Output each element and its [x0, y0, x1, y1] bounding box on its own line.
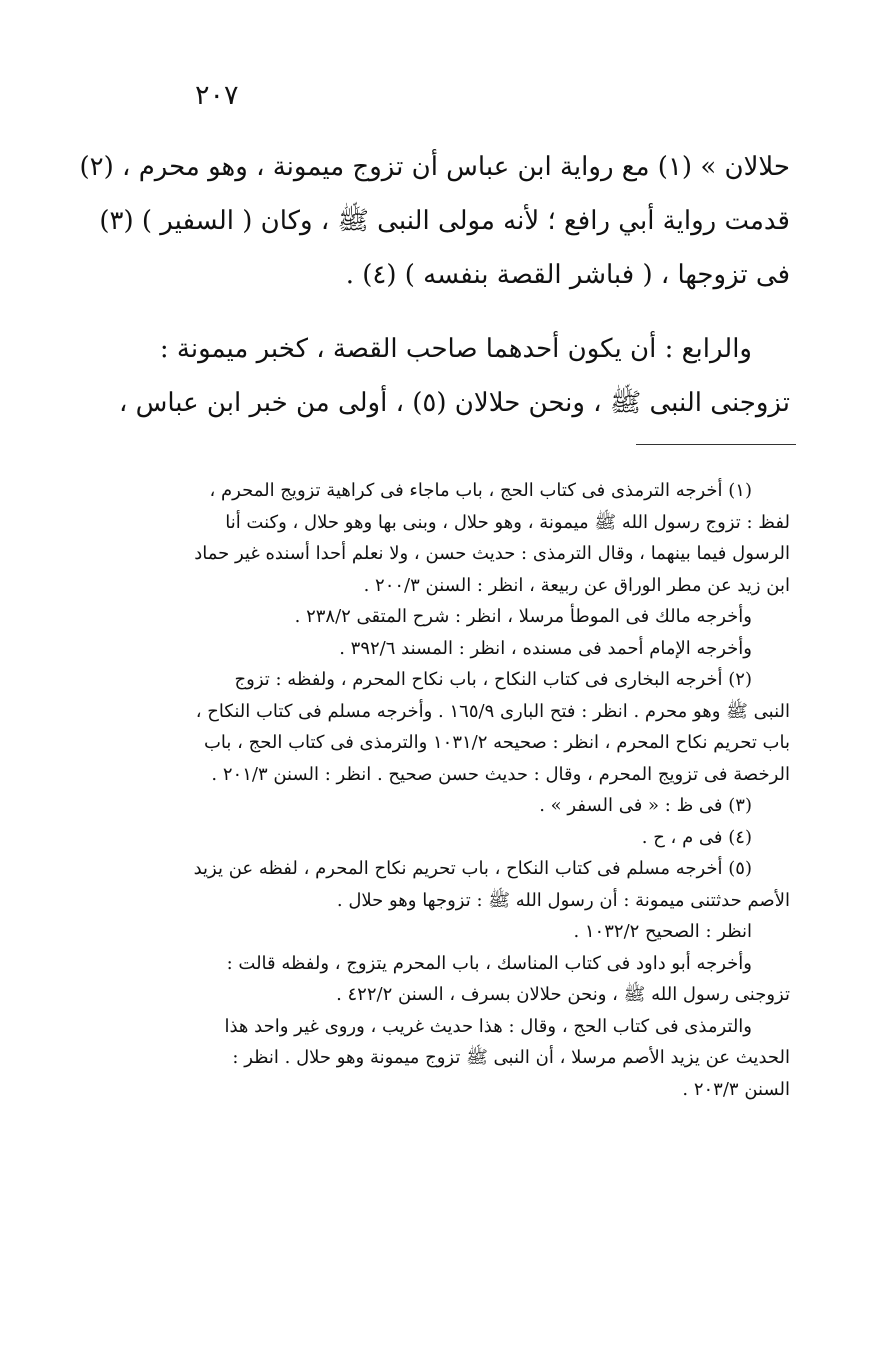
footnote-line: السنن ٢٠٣/٣ . — [682, 1078, 790, 1100]
footnote-line: وأخرجه مالك فى الموطأ مرسلا ، انظر : شرح المتقى ٢٣٨/٢ . — [294, 606, 752, 627]
main-text-line: فى تزوجها ، ( فباشر القصة بنفسه ) (٤) . — [345, 260, 790, 290]
footnote-line: الرسول فيما بينهما ، وقال الترمذى : حديث حسن ، ولا نعلم أحدا أسنده غير حماد — [194, 543, 790, 564]
footnote-line: والترمذى فى كتاب الحج ، وقال : هذا حديث غريب ، وروى غير واحد هذا — [224, 1015, 752, 1037]
footnote-line: ابن زيد عن مطر الوراق عن ربيعة ، انظر : السنن ٢٠٠/٣ . — [363, 574, 790, 596]
footnote-line: باب تحريم نكاح المحرم ، انظر : صحيحه ١٠٣١/٢ والترمذى فى كتاب الحج ، باب — [203, 732, 790, 753]
main-text-line: حلالان » (١) مع رواية ابن عباس أن تزوج ميمونة ، وهو محرم ، (٢) — [79, 152, 790, 182]
main-text-line: قدمت رواية أبي رافع ؛ لأنه مولى النبى ﷺ ، وكان ( السفير ) (٣) — [99, 206, 790, 236]
footnote-line: وأخرجه أبو داود فى كتاب المناسك ، باب المحرم يتزوج ، ولفظه قالت : — [226, 952, 752, 974]
main-text-line: تزوجنى النبى ﷺ ، ونحن حلالان (٥) ، أولى من خبر ابن عباس ، — [118, 388, 790, 418]
footnote-line: (٢) أخرجه البخارى فى كتاب النكاح ، باب نكاح المحرم ، ولفظه : تزوج — [234, 669, 752, 690]
footnote-line: الرخصة فى تزويج المحرم ، وقال : حديث حسن صحيح . انظر : السنن ٢٠١/٣ . — [211, 763, 790, 785]
footnote-line: (٣) فى ظ : « فى السفر » . — [539, 795, 752, 816]
footnote-line: النبى ﷺ وهو محرم . انظر : فتح البارى ١٦٥/٩ . وأخرجه مسلم فى كتاب النكاح ، — [195, 700, 790, 722]
footnote-line: (٤) فى م ، ح . — [641, 826, 752, 848]
footnote-line: (١) أخرجه الترمذى فى كتاب الحج ، باب ماجاء فى كراهية تزويج المحرم ، — [209, 480, 752, 501]
footnote-line: الأصم حدثتنى ميمونة : أن رسول الله ﷺ : تزوجها وهو حلال . — [336, 889, 790, 911]
footnote-line: وأخرجه الإمام أحمد فى مسنده ، انظر : المسند ٣٩٢/٦ . — [339, 637, 752, 659]
footnote-line: لفظ : تزوج رسول الله ﷺ ميمونة ، وهو حلال ، وبنى بها وهو حلال ، وكنت أنا — [225, 511, 790, 533]
footnote-line: تزوجنى رسول الله ﷺ ، ونحن حلالان بسرف ، السنن ٤٢٢/٢ . — [336, 984, 790, 1005]
main-text — [79, 140, 790, 430]
main-text-line: والرابع : أن يكون أحدهما صاحب القصة ، كخبر ميمونة : — [159, 334, 752, 364]
footnotes — [150, 475, 790, 1105]
footnote-line: انظر : الصحيح ١٠٣٢/٢ . — [573, 921, 752, 942]
footnote-line: الحديث عن يزيد الأصم مرسلا ، أن النبى ﷺ تزوج ميمونة وهو حلال . انظر : — [232, 1047, 790, 1068]
footnote-line: (٥) أخرجه مسلم فى كتاب النكاح ، باب تحريم نكاح المحرم ، لفظه عن يزيد — [193, 858, 752, 879]
footnote-separator — [636, 444, 796, 445]
page-number: ٢٠٧ — [195, 80, 239, 111]
